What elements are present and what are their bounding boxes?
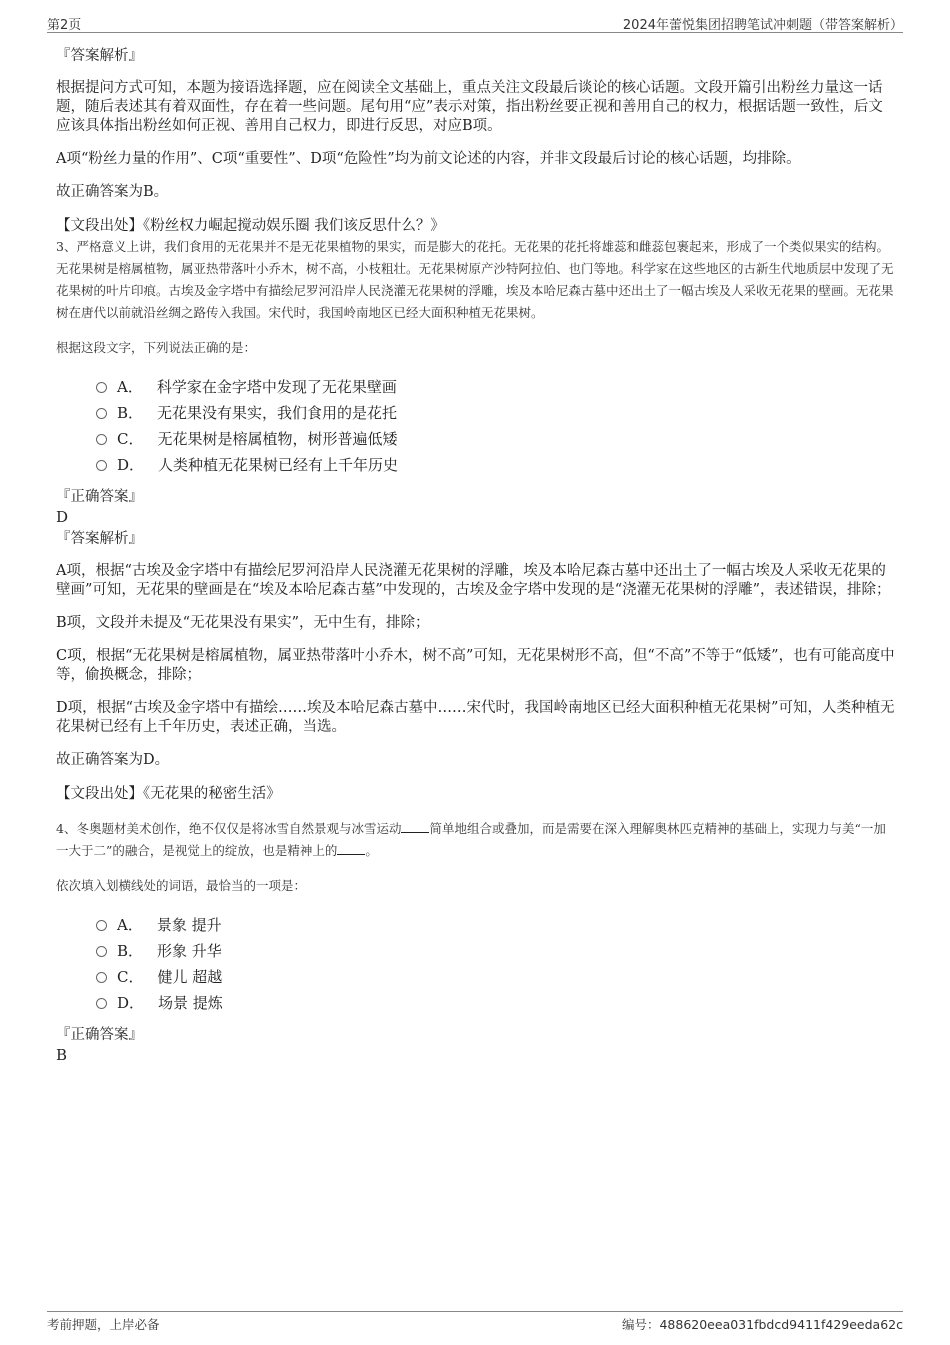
q3-analysis-paragraph: A项，根据“古埃及金字塔中有描绘尼罗河沿岸人民浇灌无花果树的浮雕，埃及本哈尼森古墓中还出土了一幅古埃及人采收无花果的壁画”可知，无花果的壁画是在“埃及本哈尼森古墓”中发现的，古埃及金字塔中发现的是“浇灌无花果树的浮雕”，表述错误，排除； xyxy=(56,563,891,598)
blank-line xyxy=(337,842,365,855)
q3-analysis-paragraph: C项，根据“无花果树是榕属植物，属亚热带落叶小乔木，树不高”可知，无花果树形不高，但“不高”不等于“低矮”，也有可能高度中等，偷换概念，排除； xyxy=(56,648,895,683)
q2-analysis-paragraph: 根据提问方式可知，本题为接语选择题，应在阅读全文基础上，重点关注文段最后谈论的核心话题。文段开篇引出粉丝力量这一话题，随后表述其有着双面性，存在着一些问题。尾句用“应”表示对策，指出粉丝要正视和善用自己的权力，根据话题一致性，后文应该具体指出粉丝如何正视、善用自己权力，即进行反思，对应B项。 xyxy=(56,80,883,134)
q3-option-c[interactable]: C． 无花果树是榕属植物，树形普遍低矮 xyxy=(96,426,896,452)
q4-option-d[interactable]: D． 场景 提炼 xyxy=(96,990,896,1016)
radio-button[interactable] xyxy=(96,920,107,931)
q3-answer: D xyxy=(56,508,69,526)
radio-button[interactable] xyxy=(96,946,107,957)
page-header xyxy=(47,14,903,33)
document-id: 编号：488620eea031fbdcd9411f429eeda62c xyxy=(621,1317,903,1332)
q3-option-d[interactable]: D． 人类种植无花果树已经有上千年历史 xyxy=(96,452,896,478)
radio-button[interactable] xyxy=(96,998,107,1009)
page-footer xyxy=(47,1311,903,1334)
footer-slogan: 考前押题，上岸必备 xyxy=(47,1317,160,1332)
q4-answer-label: 『正确答案』 xyxy=(56,1027,143,1043)
q3-analysis-paragraph: D项，根据“古埃及金字塔中有描绘……埃及本哈尼森古墓中……宋代时，我国岭南地区已经大面积种植无花果树”可知，人类种植无花果树已经有上千年历史，表述正确，当选。 xyxy=(56,700,895,735)
q3-answer-label: 『正确答案』 xyxy=(56,489,143,505)
q4-option-c[interactable]: C． 健儿 超越 xyxy=(96,964,896,990)
radio-button[interactable] xyxy=(96,972,107,983)
q3-analysis-paragraph: B项，文段并未提及“无花果没有果实”，无中生有，排除； xyxy=(56,615,430,631)
q2-analysis-conclusion: 故正确答案为B。 xyxy=(56,184,169,200)
q3-stem: 3、严格意义上讲，我们食用的无花果并不是无花果植物的果实，而是膨大的花托。无花果的花托将雄蕊和雌蕊包裹起来，形成了一个类似果实的结构。无花果树是榕属植物，属亚热带落叶小乔木，树不高，小枝粗壮。无花果树原产沙特阿拉伯、也门等地。科学家在这些地区的古新生代地质层中发现了无花果树的叶片印痕。古埃及金字塔中有描绘尼罗河沿岸人民浇灌无花果树的浮雕，埃及本哈尼森古墓中还出土了一幅古埃及人采收无花果的壁画。无花果树在唐代以前就沿丝绸之路传入我国。宋代时，我国岭南地区已经大面积种植无花果树。 xyxy=(56,239,894,320)
page-number: 第2页 xyxy=(47,18,82,33)
q4-answer: B xyxy=(56,1046,68,1064)
q4-stem: 4、冬奥题材美术创作，绝不仅仅是将冰雪自然景观与冰雪运动 简单地组合或叠加，而是需要在深入理解奥林匹克精神的基础上，实现力与美“一加一大于二”的融合，是视觉上的绽放，也是精神上的 。 xyxy=(56,821,886,858)
document-title: 2024年蕾悦集团招聘笔试冲刺题（带答案解析） xyxy=(622,18,903,33)
q2-source: 【文段出处】《粉丝权力崛起搅动娱乐圈 我们该反思什么？》 xyxy=(56,218,445,234)
q4-question: 依次填入划横线处的词语，最恰当的一项是： xyxy=(56,878,307,893)
radio-button[interactable] xyxy=(96,434,107,445)
q3-analysis-conclusion: 故正确答案为D。 xyxy=(56,752,170,768)
q3-source: 【文段出处】《无花果的秘密生活》 xyxy=(56,786,281,802)
q3-option-a[interactable]: A． 科学家在金字塔中发现了无花果壁画 xyxy=(96,374,896,400)
q3-question: 根据这段文字，下列说法正确的是： xyxy=(56,340,257,355)
radio-button[interactable] xyxy=(96,460,107,471)
radio-button[interactable] xyxy=(96,408,107,419)
q3-option-b[interactable]: B． 无花果没有果实，我们食用的是花托 xyxy=(96,400,896,426)
q4-option-b[interactable]: B． 形象 升华 xyxy=(96,938,896,964)
q4-option-a[interactable]: A． 景象 提升 xyxy=(96,912,896,938)
radio-button[interactable] xyxy=(96,382,107,393)
document-body xyxy=(56,45,896,1064)
q4-options xyxy=(56,912,896,1016)
q2-analysis-paragraph: A项“粉丝力量的作用”、C项“重要性”、D项“危险性”均为前文论述的内容，并非文段最后讨论的核心话题，均排除。 xyxy=(56,151,801,167)
q3-options xyxy=(56,374,896,478)
blank-line xyxy=(401,820,429,833)
q2-analysis-label: 『答案解析』 xyxy=(56,48,143,64)
q3-analysis-label: 『答案解析』 xyxy=(56,531,143,547)
